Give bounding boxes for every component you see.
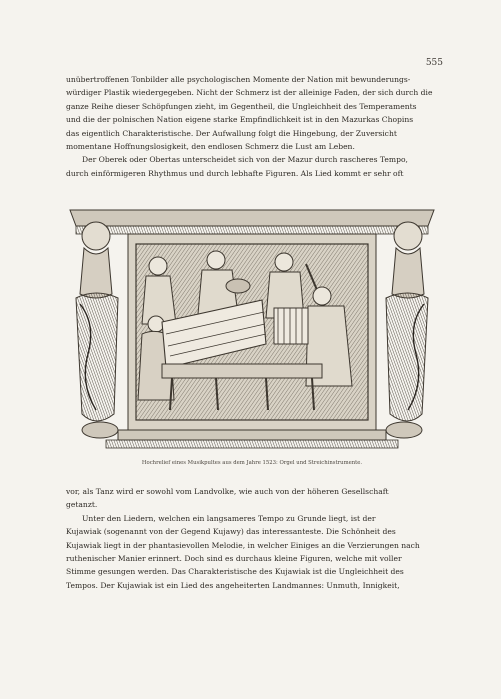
text-line: durch einförmigeren Rhythmus und durch lebhafte Figuren. Als Lied kommt er sehr oft xyxy=(66,168,404,178)
text-line: ganze Reihe dieser Schöpfungen zieht, im Gegentheil, die Ungleichheit des Temperaments xyxy=(66,101,417,111)
left-caryatid-icon xyxy=(76,222,118,438)
text-line: Tempos. Der Kujawiak ist ein Lied des angeheiterten Landmannes: Unmuth, Innigkeit, xyxy=(66,580,400,590)
text-line: getanzt. xyxy=(66,500,98,510)
right-caryatid-icon xyxy=(386,222,428,438)
text-line: Stimme gesungen werden. Das Charakteristische des Kujawiak ist die Ungleichheit des xyxy=(66,567,404,577)
text-line: Unter den Liedern, welchen ein langsameres Tempo zu Grunde liegt, ist der xyxy=(82,513,376,523)
figure-caption: Hochrelief eines Musikpultes aus dem Jahre 1523: Orgel und Streichinstrumente. xyxy=(141,460,363,466)
engraving-figure xyxy=(66,204,438,472)
text-line: Kujawiak (sogenannt von der Gegend Kujawy) das interessanteste. Die Schönheit des xyxy=(66,527,396,537)
text-line: momentane Hoffnungslosigkeit, den endlosen Schmerz die Lust am Leben. xyxy=(66,142,355,152)
music-desk-relief-illustration xyxy=(66,204,438,456)
text-line: Kujawiak liegt in der phantasievollen Melodie, in welcher Einiges an die Verzierungen nach xyxy=(66,540,420,550)
text-line: und die der polnischen Nation eigene starke Empfindlichkeit ist in den Mazurkas Chopins xyxy=(66,115,414,125)
text-line: ruthenischer Manier erinnert. Doch sind es durchaus kleine Figuren, welche mit voller xyxy=(66,554,402,564)
text-block-bottom xyxy=(66,485,436,592)
text-line: das eigentlich Charakteristische. Der Aufwallung folgt die Hingebung, der Zuversicht xyxy=(66,128,397,138)
text-block-top xyxy=(66,73,436,180)
page-number: 555 xyxy=(425,58,443,68)
text-line: Der Oberek oder Obertas unterscheidet sich von der Mazur durch rascheres Tempo, xyxy=(82,155,408,165)
text-line: würdiger Plastik wiedergegeben. Nicht der Schmerz ist der alleinige Faden, der sich durch die xyxy=(66,88,433,98)
text-line: vor, als Tanz wird er sowohl vom Landvolke, wie auch von der höheren Gesellschaft xyxy=(66,487,389,496)
text-line: unübertroffenen Tonbilder alle psychologischen Momente der Nation mit bewunderungs- xyxy=(66,75,411,84)
